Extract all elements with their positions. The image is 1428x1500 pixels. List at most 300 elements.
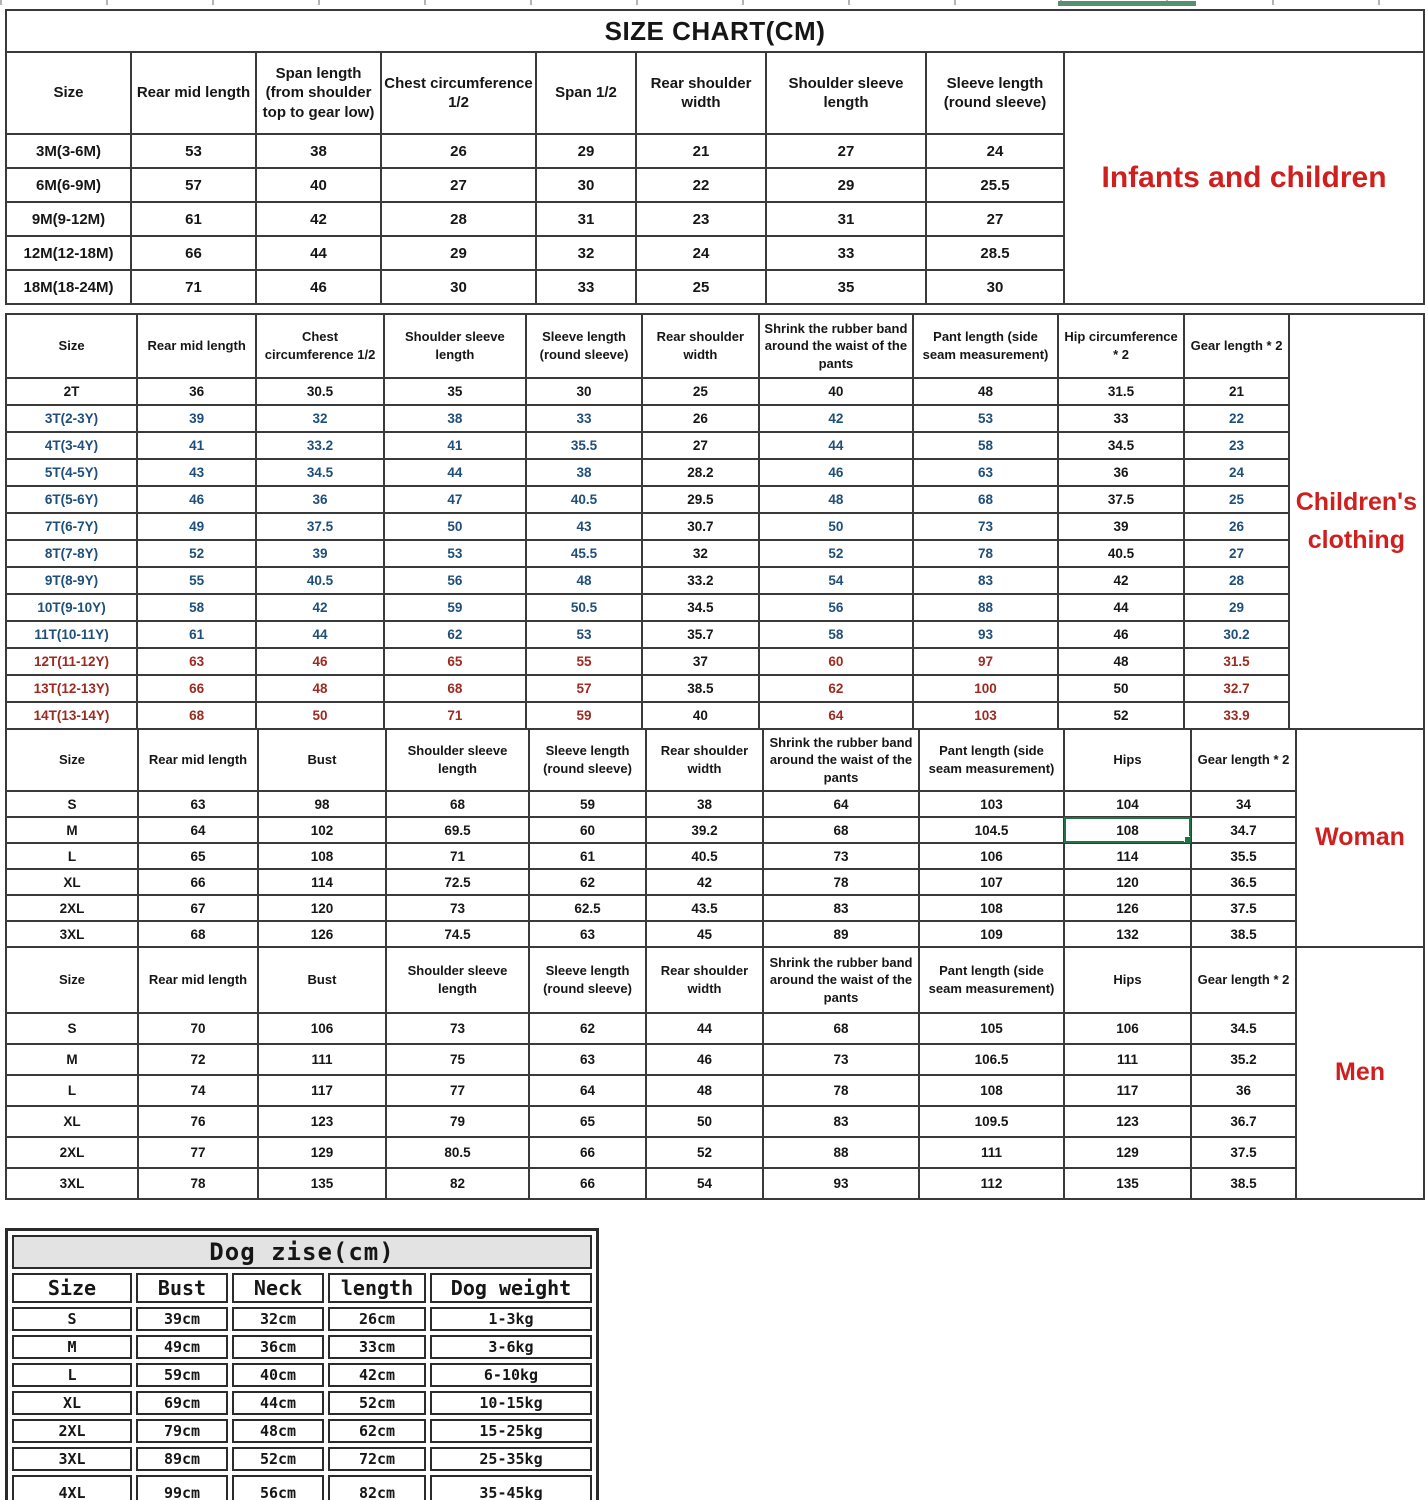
- table-row: [6, 134, 1064, 168]
- value-cell: 6-10kg: [430, 1363, 592, 1387]
- table-row: [6, 921, 1296, 947]
- column-header: Hips: [1064, 729, 1191, 791]
- woman-size-table: [5, 728, 1297, 948]
- value-cell: 66: [529, 1137, 646, 1168]
- table-row: [12, 1335, 592, 1359]
- table-row: [12, 1475, 592, 1500]
- value-cell: 30: [926, 270, 1064, 304]
- value-cell: 88: [763, 1137, 919, 1168]
- clothing-tables: [5, 313, 1425, 1200]
- column-header: Hip circumference * 2: [1058, 314, 1185, 378]
- value-cell: 68: [138, 921, 258, 947]
- column-header: Neck: [232, 1273, 324, 1303]
- value-cell: 73: [763, 843, 919, 869]
- value-cell: 31: [766, 202, 926, 236]
- value-cell: 41: [384, 432, 526, 459]
- value-cell: 36: [137, 378, 256, 405]
- column-header: Size: [12, 1273, 132, 1303]
- size-cell: 12T(11-12Y): [6, 648, 137, 675]
- value-cell: 120: [258, 895, 386, 921]
- value-cell: 27: [642, 432, 758, 459]
- column-header: Gear length * 2: [1184, 314, 1288, 378]
- dog-table-title: Dog zise(cm): [12, 1235, 592, 1269]
- children-size-table: [5, 313, 1290, 730]
- column-header: Shrink the rubber band around the waist of the pants: [759, 314, 914, 378]
- value-cell: 105: [919, 1013, 1064, 1044]
- header-row: [6, 947, 1296, 1013]
- value-cell: 64: [763, 791, 919, 817]
- value-cell: 69.5: [386, 817, 529, 843]
- value-cell: 26: [642, 405, 758, 432]
- value-cell: 98: [258, 791, 386, 817]
- men-section: [5, 946, 1425, 1200]
- value-cell: 32cm: [232, 1307, 324, 1331]
- value-cell: 72: [138, 1044, 258, 1075]
- value-cell: 48: [256, 675, 384, 702]
- value-cell: 56: [759, 594, 914, 621]
- value-cell: 32: [256, 405, 384, 432]
- woman-label: Woman: [1295, 728, 1425, 948]
- value-cell: 23: [636, 202, 766, 236]
- value-cell: 40.5: [1058, 540, 1185, 567]
- column-header: Sleeve length (round sleeve): [926, 52, 1064, 134]
- men-size-table: [5, 946, 1297, 1200]
- value-cell: 52: [759, 540, 914, 567]
- value-cell: 108: [258, 843, 386, 869]
- value-cell: 52: [646, 1137, 763, 1168]
- value-cell: 68: [386, 791, 529, 817]
- size-cell: 13T(12-13Y): [6, 675, 137, 702]
- value-cell: 88: [913, 594, 1057, 621]
- column-header: Rear shoulder width: [642, 314, 758, 378]
- value-cell: 39: [137, 405, 256, 432]
- value-cell: 53: [384, 540, 526, 567]
- value-cell: 31.5: [1058, 378, 1185, 405]
- value-cell: 31: [536, 202, 636, 236]
- value-cell: 40: [759, 378, 914, 405]
- size-cell: 6T(5-6Y): [6, 486, 137, 513]
- value-cell: 39: [256, 540, 384, 567]
- size-cell: XL: [6, 1106, 138, 1137]
- value-cell: 37.5: [256, 513, 384, 540]
- value-cell: 34.5: [642, 594, 758, 621]
- column-header: Size: [6, 729, 138, 791]
- value-cell: 93: [913, 621, 1057, 648]
- size-cell: 2XL: [6, 1137, 138, 1168]
- value-cell: 53: [526, 621, 642, 648]
- value-cell: 31.5: [1184, 648, 1288, 675]
- value-cell: 52cm: [328, 1391, 426, 1415]
- value-cell: 46: [256, 648, 384, 675]
- column-header: Shoulder sleeve length: [386, 729, 529, 791]
- value-cell: 47: [384, 486, 526, 513]
- value-cell: 59cm: [136, 1363, 228, 1387]
- value-cell: 30: [526, 378, 642, 405]
- value-cell: 107: [919, 869, 1064, 895]
- value-cell: 123: [1064, 1106, 1191, 1137]
- value-cell: 126: [1064, 895, 1191, 921]
- value-cell: 21: [1184, 378, 1288, 405]
- dog-title-row: [12, 1235, 592, 1269]
- spreadsheet-gridline-strip: [0, 0, 1428, 8]
- table-row: [12, 1363, 592, 1387]
- value-cell: 43.5: [646, 895, 763, 921]
- value-cell: 66: [131, 236, 256, 270]
- value-cell: 104.5: [919, 817, 1064, 843]
- children-label: Children's clothing: [1288, 313, 1425, 730]
- value-cell: 54: [646, 1168, 763, 1199]
- value-cell: 22: [636, 168, 766, 202]
- table-row: [6, 1168, 1296, 1199]
- value-cell: 56: [384, 567, 526, 594]
- value-cell: 34.5: [256, 459, 384, 486]
- value-cell: 42: [256, 594, 384, 621]
- size-cell: 2T: [6, 378, 137, 405]
- column-header: Chest circumference 1/2: [256, 314, 384, 378]
- value-cell: 120: [1064, 869, 1191, 895]
- woman-section: [5, 728, 1425, 948]
- value-cell: 73: [386, 1013, 529, 1044]
- table-row: [6, 675, 1289, 702]
- value-cell: 1-3kg: [430, 1307, 592, 1331]
- value-cell: 28: [1184, 567, 1288, 594]
- value-cell: 43: [137, 459, 256, 486]
- value-cell: 50: [384, 513, 526, 540]
- value-cell: 44: [256, 236, 381, 270]
- value-cell: 28.2: [642, 459, 758, 486]
- column-header: Shoulder sleeve length: [766, 52, 926, 134]
- table-row: [12, 1419, 592, 1443]
- value-cell: 28.5: [926, 236, 1064, 270]
- value-cell: 70: [138, 1013, 258, 1044]
- value-cell: 59: [529, 791, 646, 817]
- value-cell: 56cm: [232, 1475, 324, 1500]
- value-cell: 30.7: [642, 513, 758, 540]
- table-row: [6, 1106, 1296, 1137]
- column-header: Span 1/2: [536, 52, 636, 134]
- value-cell: 33.2: [256, 432, 384, 459]
- value-cell: 123: [258, 1106, 386, 1137]
- value-cell: 38: [646, 791, 763, 817]
- size-cell: M: [12, 1335, 132, 1359]
- column-header: Pant length (side seam measurement): [913, 314, 1057, 378]
- size-cell: 12M(12-18M): [6, 236, 131, 270]
- column-header: length: [328, 1273, 426, 1303]
- value-cell: 42: [646, 869, 763, 895]
- size-cell: 4XL: [12, 1475, 132, 1500]
- value-cell: 63: [913, 459, 1057, 486]
- column-header: Shrink the rubber band around the waist of the pants: [763, 947, 919, 1013]
- size-cell: 4T(3-4Y): [6, 432, 137, 459]
- value-cell: 59: [384, 594, 526, 621]
- value-cell: 129: [1064, 1137, 1191, 1168]
- value-cell: 50: [256, 702, 384, 729]
- value-cell: 77: [386, 1075, 529, 1106]
- value-cell: 46: [646, 1044, 763, 1075]
- value-cell: 53: [131, 134, 256, 168]
- value-cell: 39: [1058, 513, 1185, 540]
- value-cell: 38.5: [1191, 1168, 1296, 1199]
- value-cell: 22: [1184, 405, 1288, 432]
- table-row: [6, 702, 1289, 729]
- value-cell: 58: [137, 594, 256, 621]
- header-row: [6, 52, 1064, 134]
- value-cell: 73: [386, 895, 529, 921]
- value-cell: 41: [137, 432, 256, 459]
- column-header: Bust: [258, 729, 386, 791]
- value-cell: 58: [759, 621, 914, 648]
- infants-size-table: [5, 51, 1065, 305]
- value-cell: 10-15kg: [430, 1391, 592, 1415]
- dog-section: [5, 1228, 599, 1500]
- value-cell: 62: [759, 675, 914, 702]
- value-cell: 38: [526, 459, 642, 486]
- value-cell: 40.5: [256, 567, 384, 594]
- column-header: Shrink the rubber band around the waist of the pants: [763, 729, 919, 791]
- value-cell: 106: [258, 1013, 386, 1044]
- value-cell: 33: [766, 236, 926, 270]
- value-cell: 50: [1058, 675, 1185, 702]
- value-cell: 126: [258, 921, 386, 947]
- value-cell: 48cm: [232, 1419, 324, 1443]
- size-cell: S: [12, 1307, 132, 1331]
- value-cell: 79cm: [136, 1419, 228, 1443]
- value-cell: 109: [919, 921, 1064, 947]
- value-cell: 111: [258, 1044, 386, 1075]
- column-header: Sleeve length (round sleeve): [526, 314, 642, 378]
- size-cell: 2XL: [12, 1419, 132, 1443]
- table-row: [6, 1044, 1296, 1075]
- value-cell: 83: [913, 567, 1057, 594]
- value-cell: 48: [913, 378, 1057, 405]
- table-row: [6, 869, 1296, 895]
- size-cell: L: [12, 1363, 132, 1387]
- column-header: Dog weight: [430, 1273, 592, 1303]
- value-cell: 21: [636, 134, 766, 168]
- table-row: [6, 567, 1289, 594]
- value-cell: 63: [138, 791, 258, 817]
- value-cell: 29: [766, 168, 926, 202]
- value-cell: 58: [913, 432, 1057, 459]
- table-row: [6, 540, 1289, 567]
- column-header: Rear shoulder width: [646, 729, 763, 791]
- value-cell: 34.5: [1058, 432, 1185, 459]
- table-row: [6, 378, 1289, 405]
- table-row: [12, 1447, 592, 1471]
- value-cell: 97: [913, 648, 1057, 675]
- value-cell: 33cm: [328, 1335, 426, 1359]
- value-cell: 44: [384, 459, 526, 486]
- column-header: Shoulder sleeve length: [386, 947, 529, 1013]
- value-cell: 43: [526, 513, 642, 540]
- value-cell: 117: [258, 1075, 386, 1106]
- value-cell: 108: [919, 895, 1064, 921]
- header-row: [6, 314, 1289, 378]
- column-header: Sleeve length (round sleeve): [529, 947, 646, 1013]
- value-cell: 25: [642, 378, 758, 405]
- value-cell: 57: [131, 168, 256, 202]
- children-section: [5, 313, 1425, 730]
- value-cell: 24: [1184, 459, 1288, 486]
- value-cell: 111: [919, 1137, 1064, 1168]
- value-cell: 32: [536, 236, 636, 270]
- value-cell: 80.5: [386, 1137, 529, 1168]
- value-cell: 104: [1064, 791, 1191, 817]
- page-title: SIZE CHART(CM): [5, 9, 1425, 53]
- value-cell: 30: [381, 270, 536, 304]
- selected-column-indicator: [1058, 1, 1196, 6]
- column-header: Size: [6, 314, 137, 378]
- value-cell: 25-35kg: [430, 1447, 592, 1471]
- value-cell: 40.5: [526, 486, 642, 513]
- value-cell: 52: [137, 540, 256, 567]
- column-header: Span length (from shoulder top to gear low): [256, 52, 381, 134]
- value-cell: 36cm: [232, 1335, 324, 1359]
- value-cell: 78: [763, 1075, 919, 1106]
- value-cell: 66: [138, 869, 258, 895]
- value-cell: 45: [646, 921, 763, 947]
- value-cell: 32.7: [1184, 675, 1288, 702]
- dog-size-table: [5, 1228, 599, 1500]
- value-cell: 64: [529, 1075, 646, 1106]
- value-cell: 117: [1064, 1075, 1191, 1106]
- value-cell: 27: [926, 202, 1064, 236]
- table-row: [6, 459, 1289, 486]
- header-row: [12, 1273, 592, 1303]
- value-cell: 68: [384, 675, 526, 702]
- value-cell: 106: [1064, 1013, 1191, 1044]
- value-cell: 33.2: [642, 567, 758, 594]
- column-header: Pant length (side seam measurement): [919, 947, 1064, 1013]
- value-cell: 29: [381, 236, 536, 270]
- value-cell: 135: [1064, 1168, 1191, 1199]
- value-cell: 30.2: [1184, 621, 1288, 648]
- value-cell: 34.7: [1191, 817, 1296, 843]
- column-header: Rear mid length: [131, 52, 256, 134]
- value-cell: 64: [138, 817, 258, 843]
- value-cell: 33: [536, 270, 636, 304]
- value-cell: 44: [759, 432, 914, 459]
- table-row: [6, 1075, 1296, 1106]
- header-row: [6, 729, 1296, 791]
- size-cell: 7T(6-7Y): [6, 513, 137, 540]
- value-cell: 74.5: [386, 921, 529, 947]
- size-cell: L: [6, 1075, 138, 1106]
- value-cell: 63: [529, 1044, 646, 1075]
- value-cell: 30: [536, 168, 636, 202]
- table-row: [6, 432, 1289, 459]
- value-cell: 50: [759, 513, 914, 540]
- value-cell: 132: [1064, 921, 1191, 947]
- value-cell: 40: [642, 702, 758, 729]
- value-cell: 66: [137, 675, 256, 702]
- size-cell: 3XL: [12, 1447, 132, 1471]
- value-cell: 48: [759, 486, 914, 513]
- table-row: [6, 895, 1296, 921]
- value-cell: 62: [384, 621, 526, 648]
- value-cell: 37.5: [1191, 895, 1296, 921]
- value-cell: 67: [138, 895, 258, 921]
- value-cell: 65: [138, 843, 258, 869]
- value-cell: 106.5: [919, 1044, 1064, 1075]
- value-cell: 68: [913, 486, 1057, 513]
- value-cell: 63: [529, 921, 646, 947]
- value-cell: 46: [1058, 621, 1185, 648]
- value-cell: 103: [919, 791, 1064, 817]
- value-cell: 73: [763, 1044, 919, 1075]
- value-cell: 71: [131, 270, 256, 304]
- size-cell: L: [6, 843, 138, 869]
- value-cell: 71: [384, 702, 526, 729]
- value-cell: 46: [759, 459, 914, 486]
- value-cell: 42: [759, 405, 914, 432]
- table-row: [6, 843, 1296, 869]
- value-cell: 83: [763, 1106, 919, 1137]
- column-header: Gear length * 2: [1191, 729, 1296, 791]
- value-cell: 82: [386, 1168, 529, 1199]
- value-cell: 78: [138, 1168, 258, 1199]
- value-cell: 45.5: [526, 540, 642, 567]
- value-cell: 25: [1184, 486, 1288, 513]
- value-cell: 89cm: [136, 1447, 228, 1471]
- column-header: Pant length (side seam measurement): [919, 729, 1064, 791]
- selected-cell: 108: [1064, 817, 1191, 843]
- size-cell: 3XL: [6, 1168, 138, 1199]
- size-cell: 14T(13-14Y): [6, 702, 137, 729]
- value-cell: 135: [258, 1168, 386, 1199]
- value-cell: 54: [759, 567, 914, 594]
- table-row: [6, 236, 1064, 270]
- value-cell: 62: [529, 869, 646, 895]
- value-cell: 68: [763, 1013, 919, 1044]
- value-cell: 129: [258, 1137, 386, 1168]
- value-cell: 42cm: [328, 1363, 426, 1387]
- value-cell: 38: [256, 134, 381, 168]
- infants-section: [5, 9, 1425, 305]
- column-header: Bust: [136, 1273, 228, 1303]
- value-cell: 49cm: [136, 1335, 228, 1359]
- value-cell: 40cm: [232, 1363, 324, 1387]
- value-cell: 37.5: [1191, 1137, 1296, 1168]
- column-header: Bust: [258, 947, 386, 1013]
- value-cell: 38.5: [1191, 921, 1296, 947]
- value-cell: 59: [526, 702, 642, 729]
- value-cell: 66: [529, 1168, 646, 1199]
- value-cell: 34.5: [1191, 1013, 1296, 1044]
- value-cell: 35-45kg: [430, 1475, 592, 1500]
- value-cell: 48: [526, 567, 642, 594]
- table-row: [6, 621, 1289, 648]
- value-cell: 93: [763, 1168, 919, 1199]
- value-cell: 99cm: [136, 1475, 228, 1500]
- value-cell: 26: [1184, 513, 1288, 540]
- infants-label: Infants and children: [1063, 51, 1425, 305]
- value-cell: 27: [1184, 540, 1288, 567]
- value-cell: 103: [913, 702, 1057, 729]
- size-cell: S: [6, 791, 138, 817]
- size-cell: M: [6, 817, 138, 843]
- value-cell: 60: [759, 648, 914, 675]
- size-cell: 3T(2-3Y): [6, 405, 137, 432]
- value-cell: 52cm: [232, 1447, 324, 1471]
- value-cell: 35: [766, 270, 926, 304]
- value-cell: 44: [256, 621, 384, 648]
- value-cell: 44: [1058, 594, 1185, 621]
- table-row: [6, 1013, 1296, 1044]
- size-cell: XL: [12, 1391, 132, 1415]
- size-cell: 5T(4-5Y): [6, 459, 137, 486]
- value-cell: 30.5: [256, 378, 384, 405]
